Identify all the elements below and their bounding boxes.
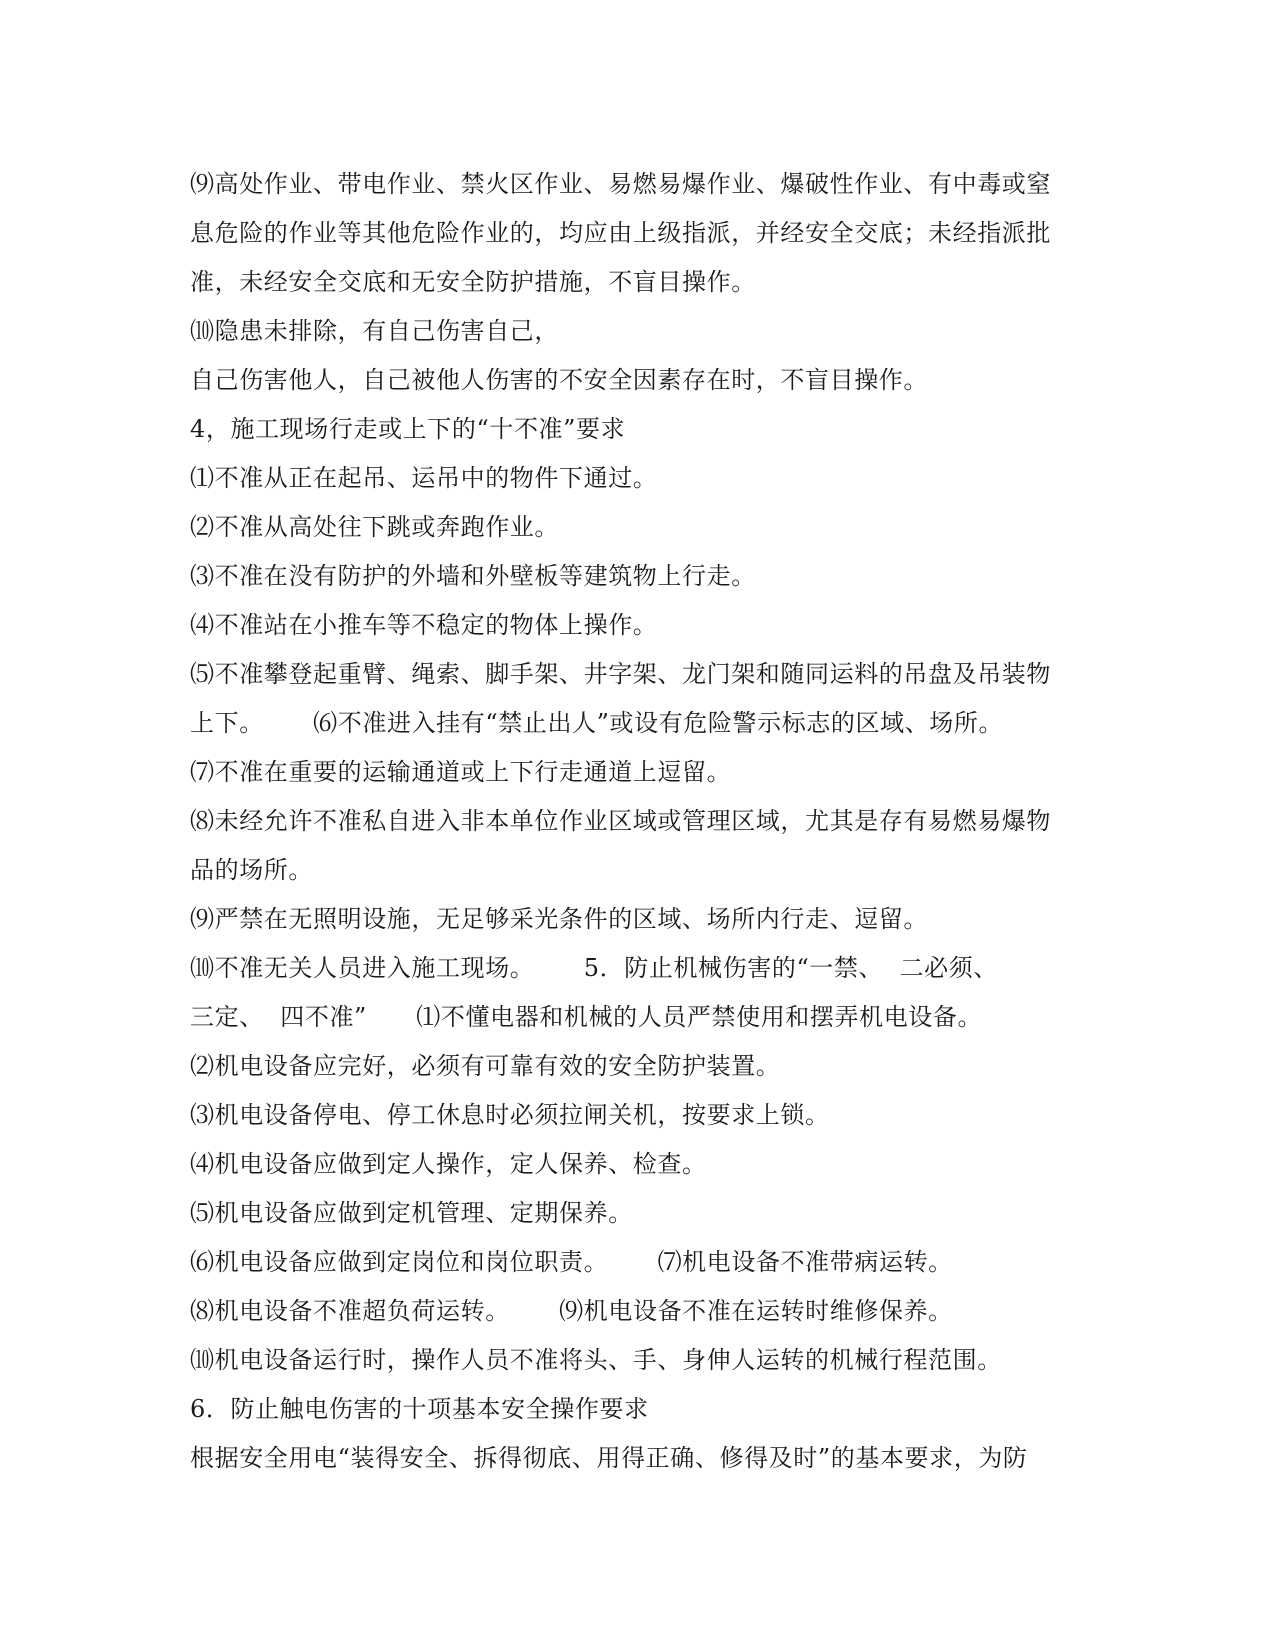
text-line: 上下。 ⑹不准进入挂有“禁止出人”或设有危险警示标志的区域、场所。	[190, 709, 1004, 737]
text-line: ⑶机电设备停电、停工休息时必须拉闸关机，按要求上锁。	[190, 1101, 830, 1129]
text-line: ⑼高处作业、带电作业、禁火区作业、易燃易爆作业、爆破性作业、有中毒或窒	[190, 170, 1051, 198]
text-line: ⑼严禁在无照明设施，无足够采光条件的区域、场所内行走、逗留。	[190, 905, 928, 933]
text-line: ⑽隐患未排除，有自己伤害自己，	[190, 317, 559, 345]
text-line: 息危险的作业等其他危险作业的，均应由上级指派，并经安全交底；未经指派批	[190, 219, 1051, 247]
text-line: 品的场所。	[190, 856, 313, 884]
text-line: ⑷不准站在小推车等不稳定的物体上操作。	[190, 611, 658, 639]
text-line: 自己伤害他人，自己被他人伤害的不安全因素存在时，不盲目操作。	[190, 366, 928, 394]
text-line: ⑵不准从高处往下跳或奔跑作业。	[190, 513, 559, 541]
text-line: ⑻机电设备不准超负荷运转。 ⑼机电设备不准在运转时维修保养。	[190, 1297, 953, 1325]
text-line: ⑷机电设备应做到定人操作，定人保养、检查。	[190, 1150, 707, 1178]
text-line: ⑽机电设备运行时，操作人员不准将头、手、身伸人运转的机械行程范围。	[190, 1346, 1002, 1374]
document-body	[190, 160, 1090, 1483]
text-line: ⑸机电设备应做到定机管理、定期保养。	[190, 1199, 633, 1227]
text-line: 三定、 四不准” ⑴不懂电器和机械的人员严禁使用和摆弄机电设备。	[190, 1003, 983, 1031]
section-heading: 6．防止触电伤害的十项基本安全操作要求	[190, 1395, 649, 1423]
section-heading: 4，施工现场行走或上下的“十不准”要求	[190, 415, 626, 443]
text-line: ⑵机电设备应完好，必须有可靠有效的安全防护装置。	[190, 1052, 781, 1080]
text-line: ⑴不准从正在起吊、运吊中的物件下通过。	[190, 464, 658, 492]
text-line: ⑺不准在重要的运输通道或上下行走通道上逗留。	[190, 758, 732, 786]
text-line: 根据安全用电“装得安全、拆得彻底、用得正确、修得及时”的基本要求，为防	[190, 1444, 1028, 1472]
text-line: ⑻未经允许不准私自进入非本单位作业区域或管理区域，尤其是存有易燃易爆物	[190, 807, 1051, 835]
text-line: ⑹机电设备应做到定岗位和岗位职责。 ⑺机电设备不准带病运转。	[190, 1248, 953, 1276]
text-line: 准，未经安全交底和无安全防护措施，不盲目操作。	[190, 268, 756, 296]
text-line: ⑽不准无关人员进入施工现场。 5．防止机械伤害的“一禁、 二必须、	[190, 954, 998, 982]
text-line: ⑶不准在没有防护的外墙和外壁板等建筑物上行走。	[190, 562, 756, 590]
text-line: ⑸不准攀登起重臂、绳索、脚手架、井字架、龙门架和随同运料的吊盘及吊装物	[190, 660, 1051, 688]
